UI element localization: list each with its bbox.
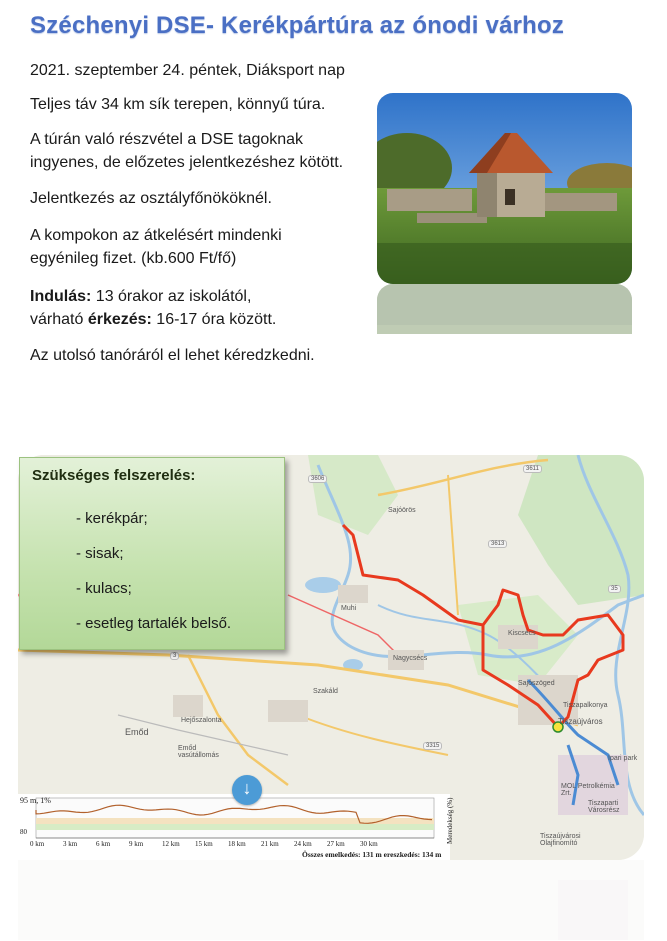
profile-x-tick: 30 km [360, 840, 378, 848]
road-number-3611: 3611 [523, 465, 542, 473]
profile-side-label: Meredekség (%) [446, 797, 454, 844]
page-title: Széchenyi DSE- Kerékpártúra az ónodi várhoz [30, 12, 565, 39]
road-number-35: 35 [608, 585, 621, 593]
map-label-place-3: Nagycsécs [393, 655, 428, 662]
map-reflection [18, 860, 644, 940]
map-label-place-1: Sajóörös [388, 507, 416, 514]
participation-line-1: A túrán való részvétel a DSE tagoknak [30, 131, 304, 148]
arrow-down-icon: ↓ [242, 778, 252, 798]
arrival-text: 16-17 óra között. [151, 311, 277, 328]
profile-x-tick: 3 km [63, 840, 78, 848]
date-line: 2021. szeptember 24. péntek, Diáksport nap [30, 62, 345, 79]
departure-text: 13 órakor az iskolától, [91, 288, 252, 305]
signup-line: Jelentkezés az osztályfőnököknél. [30, 190, 272, 207]
map-label-place-12: Tiszaparti Városrész [588, 800, 620, 814]
map-label-place-2: Muhi [341, 605, 357, 612]
equipment-item: - kulacs; [76, 580, 132, 597]
participation-line-2: ingyenes, de előzetes jelentkezéshez kötött. [30, 154, 344, 171]
leave-line: Az utolsó tanóráról el lehet kéredzkedni. [30, 347, 315, 364]
profile-top-label: 95 m, 1% [20, 796, 51, 805]
departure-line [30, 285, 251, 308]
arrival-prefix: várható [30, 311, 88, 328]
profile-bottom-label: 80 [20, 828, 27, 836]
distance-line: Teljes táv 34 km sík terepen, könnyű túra. [30, 96, 326, 113]
map-label-place-15: Emőd vasútállomás [178, 745, 219, 759]
arrival-line [30, 308, 276, 331]
profile-summary: Összes emelkedés: 131 m ereszkedés: 134 m [302, 850, 442, 859]
profile-x-tick: 9 km [129, 840, 144, 848]
ferry-line-2: egyénileg fizet. (kb.600 Ft/fő) [30, 250, 237, 267]
map-label-place-14: Tiszaújvárosi Olajfinomító [540, 833, 581, 847]
profile-x-tick: 15 km [195, 840, 213, 848]
arrival-label: érkezés: [87, 311, 152, 328]
profile-x-tick: 12 km [162, 840, 180, 848]
castle-photo-reflection [377, 284, 632, 334]
equipment-list [76, 501, 231, 641]
profile-x-tick: 6 km [96, 840, 111, 848]
profile-x-tick: 0 km [30, 840, 45, 848]
equipment-item: - esetleg tartalék belső. [76, 615, 232, 632]
castle-photo [377, 93, 632, 284]
equipment-item: - kerékpár; [76, 510, 148, 527]
equipment-title: Szükséges felszerelés: [32, 467, 196, 484]
map-label-place-4: Szakáld [313, 688, 338, 695]
map-label-place-9: Tiszaújváros [558, 717, 603, 726]
map-label-place-8: Sajószöged [518, 680, 555, 687]
map-label-place-6: Emőd [125, 727, 149, 737]
profile-x-tick: 27 km [327, 840, 345, 848]
equipment-item: - sisak; [76, 545, 124, 562]
download-button[interactable] [232, 775, 262, 805]
map-label-place-10: Tiszapalkonya [563, 702, 608, 709]
elevation-profile [18, 794, 454, 860]
road-number-3: 3 [170, 652, 179, 660]
map-label-place-13: Ipari park [608, 755, 638, 762]
profile-x-tick: 21 km [261, 840, 279, 848]
road-number-3613: 3613 [488, 540, 507, 548]
profile-x-tick: 24 km [294, 840, 312, 848]
road-number-3315: 3315 [423, 742, 442, 750]
ferry-line-1: A kompokon az átkelésért mindenki [30, 227, 282, 244]
map-label-place-5: Hejőszalonta [181, 717, 222, 724]
road-number-3606: 3606 [308, 475, 327, 483]
departure-label: Indulás: [30, 288, 92, 305]
map-label-place-11: MOL Petrolkémia Zrt. [561, 783, 615, 797]
equipment-panel [19, 457, 285, 650]
map-label-place-7: Kiscsécs [508, 630, 536, 637]
profile-x-tick: 18 km [228, 840, 246, 848]
